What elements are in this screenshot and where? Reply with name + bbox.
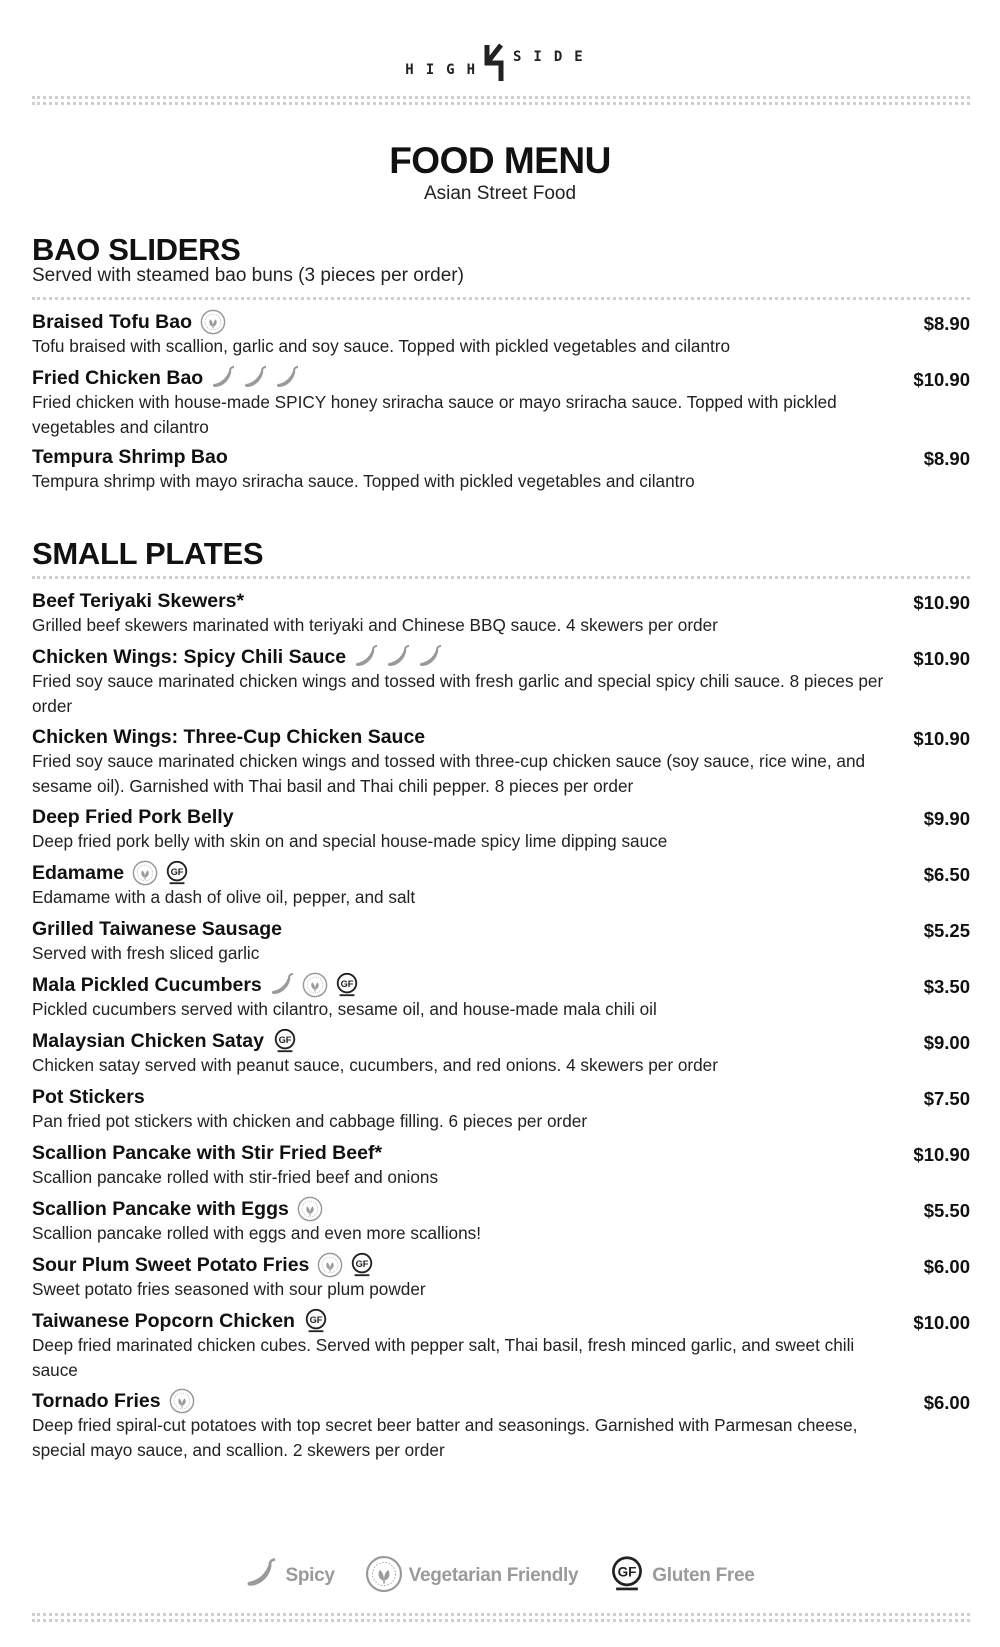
vegetarian-icon [132,860,158,886]
menu-item-price: $5.50 [923,1200,970,1221]
menu-item-price: $8.90 [923,313,970,334]
menu-item-icons [272,1028,298,1054]
menu-item [32,972,970,1022]
menu-item-icons [354,644,444,670]
menu-item-description: Edamame with a dash of olive oil, pepper, and salt [32,887,416,907]
legend-gluten-free-label: Gluten Free [652,1565,755,1586]
legend-vegetarian-label: Vegetarian Friendly [408,1565,579,1586]
svg-text:GF: GF [170,866,184,877]
menu-item [32,309,970,359]
small-plates-section-title: SMALL PLATES [32,536,264,571]
menu-item-price: $10.90 [913,369,970,390]
menu-item [32,724,970,799]
gluten-free-icon [349,1252,375,1278]
vegetarian-icon [317,1252,343,1278]
menu-item-name: Fried Chicken Bao [32,366,204,389]
menu-item-name: Grilled Taiwanese Sausage [32,917,282,940]
menu-item-description: Tofu braised with scallion, garlic and soy sauce. Topped with pickled vegetables and cilantro [32,336,731,356]
page-subtitle: Asian Street Food [423,183,577,204]
menu-item [32,860,970,910]
spicy-icon [243,365,269,391]
svg-text:GF: GF [309,1314,323,1325]
spicy-icon [211,365,237,391]
menu-item-description: Chicken satay served with peanut sauce, cucumbers, and red onions. 4 skewers per order [32,1055,718,1075]
menu-item-name: Pot Stickers [32,1085,145,1108]
menu-item-name: Taiwanese Popcorn Chicken [32,1309,295,1332]
menu-item [32,1028,970,1078]
menu-item-price: $10.00 [913,1312,970,1333]
vegetarian-icon [297,1196,323,1222]
menu-item-price: $7.50 [923,1088,970,1109]
vegetarian-icon [200,309,226,335]
menu-item-price: $10.90 [913,648,970,669]
gluten-free-icon [334,972,360,998]
logo-mark-icon [483,43,507,83]
bao-divider [32,297,970,300]
svg-text:GF: GF [355,1258,369,1269]
menu-item-name: Sour Plum Sweet Potato Fries [32,1253,310,1276]
menu-item-price: $6.50 [923,864,970,885]
menu-item-price: $3.50 [923,976,970,997]
menu-item-description: Tempura shrimp with mayo sriracha sauce. Topped with pickled vegetables and cilantro [32,471,695,491]
top-divider [32,96,970,105]
menu-item-name: Malaysian Chicken Satay [32,1029,264,1052]
vegetarian-icon [365,1555,403,1593]
menu-item-price: $9.00 [923,1032,970,1053]
menu-item-price: $10.90 [913,728,970,749]
logo-right-word: SIDE [513,49,595,65]
menu-item-icons [297,1196,323,1222]
gluten-free-icon [608,1555,646,1593]
menu-item-price: $9.90 [923,808,970,829]
legend-gluten-free [608,1555,754,1598]
menu-item-price: $10.90 [913,1144,970,1165]
menu-item-description: Deep fried pork belly with skin on and special house-made spicy lime dipping sauce [32,831,668,851]
menu-item-price: $10.90 [913,592,970,613]
spicy-icon [270,972,296,998]
spicy-icon [354,644,380,670]
spicy-icon-slot [245,1557,279,1596]
menu-item [32,1308,970,1383]
gluten-free-icon [164,860,190,886]
menu-item [32,444,970,494]
menu-item-name: Edamame [32,861,125,884]
gluten-free-icon [303,1308,329,1334]
highside-logo [0,38,1000,88]
spicy-icon [418,644,444,670]
vegetarian-icon [169,1388,195,1414]
menu-item-icons [270,972,360,998]
menu-item [32,365,970,440]
menu-item-description: Fried soy sauce marinated chicken wings and tossed with fresh garlic and special spicy chili sauce. 8 pieces per order [32,671,884,716]
menu-item [32,1252,970,1302]
legend-spicy [245,1557,334,1596]
menu-item-description: Pan fried pot stickers with chicken and cabbage filling. 6 pieces per order [32,1111,588,1131]
menu-item-icons [132,860,190,886]
gluten-free-icon-slot [608,1555,646,1598]
menu-item-name: Scallion Pancake with Eggs [32,1197,289,1220]
svg-text:GF: GF [278,1034,292,1045]
menu-item [32,1140,970,1190]
menu-item-description: Sweet potato fries seasoned with sour plum powder [32,1279,426,1299]
menu-item-description: Served with fresh sliced garlic [32,943,260,963]
menu-item-price: $5.25 [923,920,970,941]
menu-item-description: Grilled beef skewers marinated with teriyaki and Chinese BBQ sauce. 4 skewers per order [32,615,718,635]
logo-left-word: HIGH [405,62,487,78]
menu-item-description: Deep fried spiral-cut potatoes with top secret beer batter and seasonings. Garnished with Parmesan cheese, special mayo sauce, and scallion. 2 skewers per order [32,1415,858,1460]
menu-item [32,1388,970,1463]
gluten-free-icon [272,1028,298,1054]
small-plates-divider [32,576,970,579]
menu-item [32,588,970,638]
menu-item-icons [211,365,301,391]
menu-item-description: Deep fried marinated chicken cubes. Served with pepper salt, Thai basil, fresh minced garlic, and sweet chili sauce [32,1335,855,1380]
vegetarian-icon-slot [365,1555,403,1598]
menu-item [32,1084,970,1134]
svg-text:GF: GF [340,978,354,989]
menu-item-name: Tornado Fries [32,1389,161,1412]
menu-item-name: Tempura Shrimp Bao [32,445,228,468]
menu-item [32,916,970,966]
bottom-divider [32,1613,970,1622]
menu-item-price: $6.00 [923,1392,970,1413]
menu-item-icons [200,309,226,335]
menu-item-name: Deep Fried Pork Belly [32,805,234,828]
menu-item-icons [303,1308,329,1334]
menu-item-name: Beef Teriyaki Skewers* [32,589,245,612]
vegetarian-icon [302,972,328,998]
menu-item-price: $8.90 [923,448,970,469]
menu-item-name: Mala Pickled Cucumbers [32,973,262,996]
icon-legend [0,1546,1000,1606]
bao-section-title: BAO SLIDERS [32,232,241,267]
menu-item [32,804,970,854]
menu-item-description: Fried soy sauce marinated chicken wings and tossed with three-cup chicken sauce (soy sauce, rice wine, and sesame oil). Garnished with Thai basil and Thai chili pepper. 8 pieces per order [32,751,866,796]
svg-text:GF: GF [617,1564,637,1580]
legend-vegetarian [365,1555,579,1598]
menu-item-name: Braised Tofu Bao [32,310,192,333]
menu-item-price: $6.00 [923,1256,970,1277]
menu-item-name: Chicken Wings: Three-Cup Chicken Sauce [32,725,426,748]
menu-item [32,644,970,719]
spicy-icon [245,1557,279,1591]
menu-item-name: Chicken Wings: Spicy Chili Sauce [32,645,347,668]
spicy-icon [275,365,301,391]
menu-item-description: Scallion pancake rolled with stir-fried beef and onions [32,1167,439,1187]
page-title: FOOD MENU [389,140,611,181]
menu-item-description: Pickled cucumbers served with cilantro, sesame oil, and house-made mala chili oil [32,999,657,1019]
menu-item-name: Scallion Pancake with Stir Fried Beef* [32,1141,383,1164]
menu-item-icons [317,1252,375,1278]
menu-item-description: Fried chicken with house-made SPICY honey sriracha sauce or mayo sriracha sauce. Topped with pickled vegetables and cilantro [32,392,837,437]
legend-spicy-label: Spicy [285,1565,335,1586]
bao-section-subtitle: Served with steamed bao buns (3 pieces per order) [32,265,464,286]
menu-item-description: Scallion pancake rolled with eggs and even more scallions! [32,1223,482,1243]
menu-item-icons [169,1388,195,1414]
menu-item [32,1196,970,1246]
spicy-icon [386,644,412,670]
